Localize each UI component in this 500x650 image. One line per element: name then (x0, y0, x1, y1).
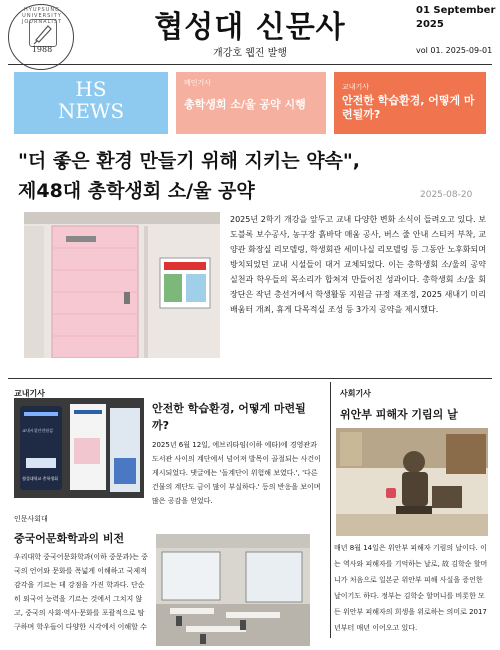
classroom-photo (156, 534, 310, 646)
hs-news-logo (14, 78, 168, 122)
campus-section-label: 교내기사 (14, 389, 45, 398)
issue-date-year: 2025 (416, 19, 444, 30)
humanities-section-label: 인문사회대 (14, 515, 48, 523)
campus-article-title[interactable]: 안전한 학습환경, 어떻게 마련될까? (152, 402, 306, 432)
hs-news-logo-line1: HS (75, 77, 107, 101)
main-article-body: 2025년 2학기 개강을 앞두고 교내 다양한 변화 소식이 들려오고 있다. 보도블록 보수공사, 농구장 흙바닥 매움 공사, 버스 줄 안내 스티커 부착, 교양관 화장실 리모델링, 학생회관 세미나실 리모델링 등 그동안 노후화되며 방치되었던 교내 시설들이 대거 교체되었다. 이는 총학생회 소/울의 공약 실천과 학우들의 목소리가 합쳐져 만들어진 성과이다. 총학생회 소/울 회장단은 작년 총선거에서 학생활동 지원금 규정 재조정, 2025 새내기 미리배움터 개최, 휴게 다목적실 조성 등 3가지 공약을 제시했다. (230, 215, 486, 314)
main-article-date: 2025-08-20 (420, 190, 473, 200)
pen-emblem-icon (29, 19, 57, 47)
society-section-label: 사회기사 (340, 389, 371, 398)
hs-news-logo-line2: NEWS (57, 99, 125, 123)
masthead-divider (8, 64, 492, 65)
hs-news-banner[interactable] (14, 72, 168, 134)
humanities-article-body: 우리대학 중국어문화학과(이하 중문과)는 중국의 언어와 문화를 폭넓게 이해하고 국제적 감각을 기르는 데 강점을 가진 학과다. 단순히 외국어 능력을 기르는 것에서 그치지 않고, 중국의 사회·역사·문화를 포괄적으로 탐구하며 학우들이 다양한 시각에서 이해할 수 (14, 553, 148, 631)
seal-arc-text: HYUPSUNG UNIVERSITY JOURNALIST (21, 7, 63, 25)
renovated-room-photo (24, 212, 220, 358)
newspaper-title: 협성대 신문사 (154, 10, 346, 45)
university-seal-logo (8, 4, 74, 70)
campus-article-banner[interactable] (334, 72, 486, 134)
campus-article-body: 2025년 6월 12일, 에브리타임(이하 에타)에 경영관과 도서관 사이의 계단에서 넘어져 발목이 골절되는 사건이 게시되었다. 댓글에는 '돌계단이 위험해 보였다.', '다른 건물의 계단도 금이 많이 부실하다.' 등의 반응을 보이며 많은 공감을 얻었다. (152, 441, 321, 505)
volume-number: vol 01. 2025-09-01 (416, 46, 493, 55)
issue-date (416, 4, 495, 32)
main-article-banner[interactable] (176, 72, 326, 134)
card-label: 교내시설안전점검 (22, 428, 53, 433)
section-divider (8, 378, 492, 379)
main-article-banner-tag: 메인기사 (184, 79, 212, 87)
safety-inspection-card-photo (14, 398, 144, 498)
society-article-body: 매년 8월 14일은 위안부 피해자 기림의 날이다. 이는 역사와 피해자를 기억하는 날로, 故 김학순 할머니가 처음으로 일본군 위안부 피해 사실을 증언한 날이기도 하다. 정부는 김학순 할머니를 비롯한 모든 위안부 피해자의 희생을 위로하는 의미로 2017년부터 매년 이어오고 있다. (334, 544, 488, 632)
seal-year: 1988 (31, 45, 53, 54)
issue-date-day: 01 September (416, 5, 496, 16)
campus-article-banner-tag: 교내기사 (342, 83, 370, 91)
card-caption: 협성대학교 총학생회 (22, 476, 59, 481)
main-article-banner-title: 총학생회 소/울 공약 시행 (184, 98, 306, 111)
main-headline-line1: "더 좋은 환경 만들기 위해 지키는 약속", (18, 150, 361, 172)
campus-article-banner-title: 안전한 학습환경, 어떻게 마련될까? (342, 94, 475, 121)
peace-statue-photo (336, 428, 488, 536)
society-article-title[interactable]: 위안부 피해자 기림의 날 (340, 408, 458, 421)
column-divider (330, 382, 331, 638)
main-headline-line2: 제48대 총학생회 소/울 공약 (18, 180, 255, 202)
humanities-article-title[interactable]: 중국어문화학과의 비전 (14, 532, 125, 545)
issue-subtitle: 개강호 웹진 발행 (213, 48, 287, 59)
main-headline (18, 146, 488, 206)
